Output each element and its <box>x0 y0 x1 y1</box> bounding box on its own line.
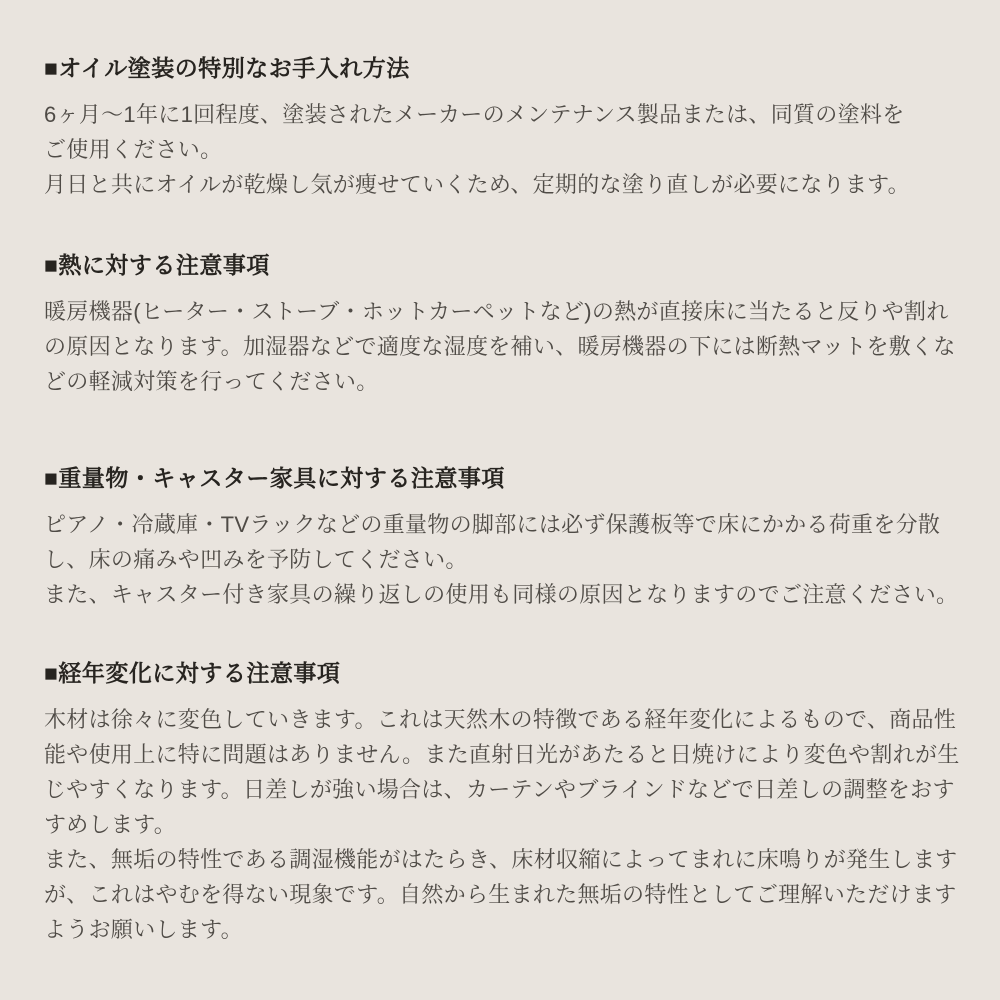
section-heading <box>44 249 960 281</box>
body-text-line: 能や使用上に特に問題はありません。また直射日光があたると日焼けにより変色や割れが生 <box>44 742 960 767</box>
body-text-line: が、これはやむを得ない現象です。自然から生まれた無垢の特性としてご理解いただけます <box>44 882 957 907</box>
section-heading <box>44 52 960 84</box>
section-oil-coating-care <box>44 52 960 202</box>
section-heading-text: 経年変化に対する注意事項 <box>58 660 341 686</box>
section-heading-text: オイル塗装の特別なお手入れ方法 <box>58 55 410 81</box>
section-aging-caution <box>44 657 960 947</box>
section-heat-caution <box>44 249 960 399</box>
body-text-line: また、無垢の特性である調湿機能がはたらき、床材収縮によってまれに床鳴りが発生します <box>44 847 958 872</box>
square-bullet-icon: ■ <box>44 660 59 686</box>
square-bullet-icon: ■ <box>44 252 59 278</box>
body-text-line: ようお願いします。 <box>44 917 243 942</box>
body-text-line: どの軽減対策を行ってください。 <box>44 369 379 394</box>
body-text-line: 月日と共にオイルが乾燥し気が痩せていくため、定期的な塗り直しが必要になります。 <box>44 172 910 197</box>
body-text-line: し、床の痛みや凹みを予防してください。 <box>44 547 468 572</box>
body-text-line: また、キャスター付き家具の繰り返しの使用も同様の原因となりますのでご注意ください。 <box>44 582 959 607</box>
body-text-line: 暖房機器(ヒーター・ストーブ・ホットカーペットなど)の熱が直接床に当たると反りや割れ <box>44 299 949 324</box>
body-text-line: ピアノ・冷蔵庫・TVラックなどの重量物の脚部には必ず保護板等で床にかかる荷重を分散 <box>44 512 941 537</box>
square-bullet-icon: ■ <box>44 465 59 491</box>
square-bullet-icon: ■ <box>44 55 59 81</box>
body-text-line: 木材は徐々に変色していきます。これは天然木の特徴である経年変化によるもので、商品性 <box>44 707 957 732</box>
body-text-line: すめします。 <box>44 812 177 837</box>
body-text-line: ご使用ください。 <box>44 137 223 162</box>
body-text-line: 6ヶ月〜1年に1回程度、塗装されたメーカーのメンテナンス製品または、同質の塗料を <box>44 102 905 127</box>
section-heading <box>44 462 960 494</box>
section-heavy-furniture-caution <box>44 462 960 612</box>
body-text-line: の原因となります。加湿器などで適度な湿度を補い、暖房機器の下には断熱マットを敷くな <box>44 334 956 359</box>
section-heading-text: 重量物・キャスター家具に対する注意事項 <box>58 465 505 491</box>
section-heading <box>44 657 960 689</box>
body-text-line: じやすくなります。日差しが強い場合は、カーテンやブラインドなどで日差しの調整をおす <box>44 777 955 802</box>
section-heading-text: 熱に対する注意事項 <box>58 252 270 278</box>
